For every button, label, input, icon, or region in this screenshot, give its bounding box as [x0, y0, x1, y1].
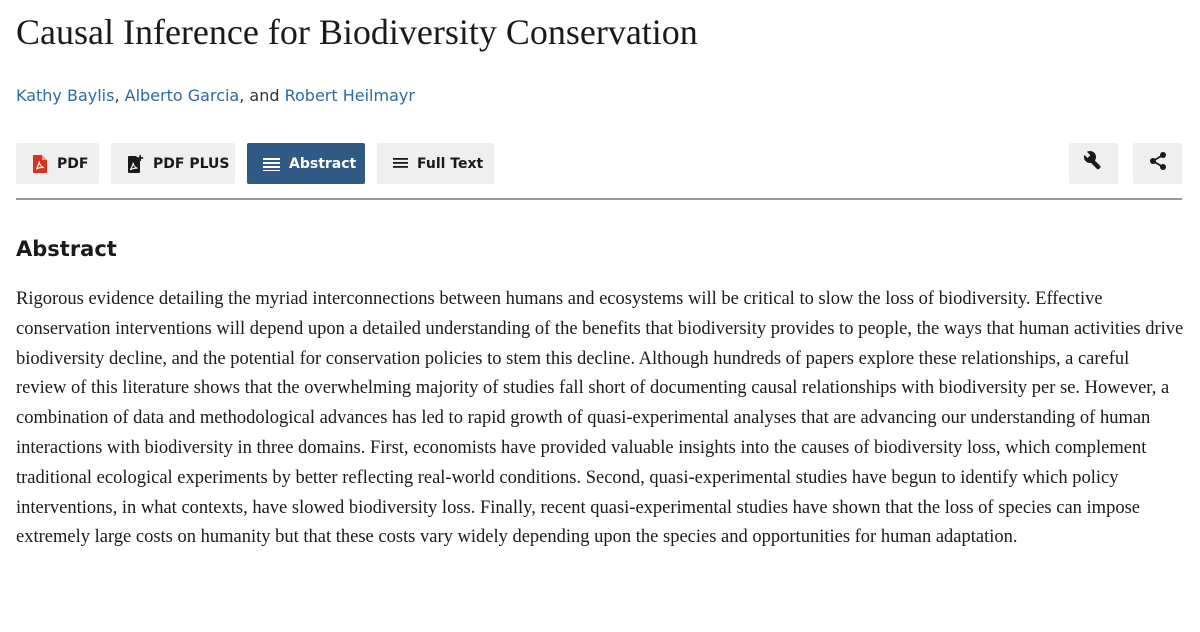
- pdf-button-label: PDF: [57, 155, 89, 172]
- lines-icon: [393, 155, 408, 173]
- abstract-text: Rigorous evidence detailing the myriad interconnections between humans and ecosystems will be critical to slow the loss of biodiversity. Effective conservation interventions will depend upon a detailed understanding of the benefits that biodiversity provides to people, the ways that human activities drive biodiversity decline, and the potential for conservation policies to stem this decline. Although hundreds of papers explore these relationships, a careful review of this literature shows that the overwhelming majority of studies fall short of documenting causal relationships with biodiversity per se. However, a combination of data and methodological advances has led to rapid growth of quasi-experimental analyses that are advancing our understanding of human interactions with biodiversity in three domains. First, economists have provided valuable insights into the causes of biodiversity loss, which complement traditional ecological experiments by better reflecting real-world conditions. Second, quasi-experimental studies have begun to identify which policy interventions, in what contexts, have slowed biodiversity loss. Finally, recent quasi-experimental studies have shown that the loss of species can impose extremely large costs on humanity but that these costs vary widely depending upon the species and opportunities for human adaptation.: [16, 289, 1184, 548]
- tools-button[interactable]: [1069, 143, 1118, 184]
- author-link-garcia[interactable]: Alberto Garcia: [124, 86, 240, 105]
- section-divider: [16, 198, 1182, 200]
- wrench-icon: [1083, 150, 1105, 177]
- author-link-heilmayr[interactable]: Robert Heilmayr: [284, 86, 415, 105]
- full-text-tab[interactable]: [377, 143, 494, 184]
- share-icon: [1148, 151, 1168, 176]
- abstract-tab[interactable]: [247, 143, 365, 184]
- pdf-plus-button[interactable]: [111, 143, 235, 184]
- article-toolbar: [16, 143, 494, 184]
- share-button[interactable]: [1133, 143, 1182, 184]
- article-tools: [1069, 143, 1182, 184]
- abstract-tab-label: Abstract: [289, 155, 357, 172]
- author-separator-and: , and: [239, 86, 285, 105]
- pdf-button[interactable]: [16, 143, 99, 184]
- author-link-baylis[interactable]: Kathy Baylis: [16, 86, 115, 105]
- abstract-heading: Abstract: [16, 237, 117, 261]
- pdf-file-icon: [32, 155, 48, 173]
- article-title: Causal Inference for Biodiversity Conservation: [16, 12, 698, 52]
- author-separator: ,: [114, 86, 125, 105]
- author-list: [16, 84, 415, 108]
- full-text-tab-label: Full Text: [417, 155, 484, 172]
- lines-icon: [263, 155, 280, 173]
- pdf-plus-file-icon: [127, 155, 144, 173]
- pdf-plus-button-label: PDF PLUS: [153, 155, 230, 172]
